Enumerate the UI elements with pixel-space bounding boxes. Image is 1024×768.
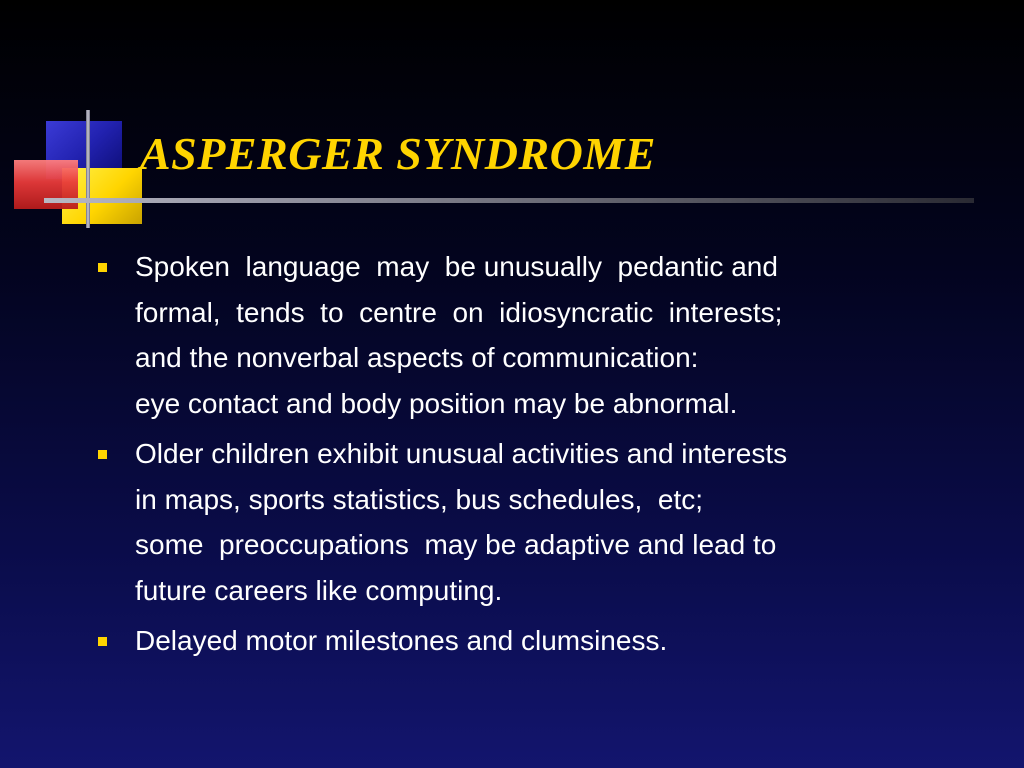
bullet-text-line: formal, tends to centre on idiosyncratic interests; — [135, 296, 783, 328]
bullet-text-line: Spoken language may be unusually pedantic and — [135, 251, 778, 282]
bullet-text-line: eye contact and body position may be abnormal. — [135, 387, 738, 419]
bullet-text-line: and the nonverbal aspects of communication: — [135, 342, 699, 373]
slide-title: ASPERGER SYNDROME — [140, 128, 656, 179]
bullet-square-icon — [98, 450, 107, 459]
vertical-divider-line — [86, 110, 90, 228]
bullet-item-2 — [96, 431, 946, 613]
bullet-text-line: Older children exhibit unusual activities and interests — [135, 438, 788, 469]
bullet-text-line: Delayed motor milestones and clumsiness. — [135, 625, 668, 656]
bullet-text-line: in maps, sports statistics, bus schedules, etc; — [135, 483, 704, 515]
bullet-square-icon — [98, 637, 107, 646]
bullet-list — [96, 244, 946, 669]
bullet-item-1 — [96, 244, 946, 426]
title-underline — [44, 198, 974, 203]
bullet-item-3 — [96, 618, 946, 664]
bullet-text-line: future careers like computing. — [135, 574, 503, 606]
bullet-text-line: some preoccupations may be adaptive and lead to — [135, 529, 777, 560]
bullet-square-icon — [98, 263, 107, 272]
